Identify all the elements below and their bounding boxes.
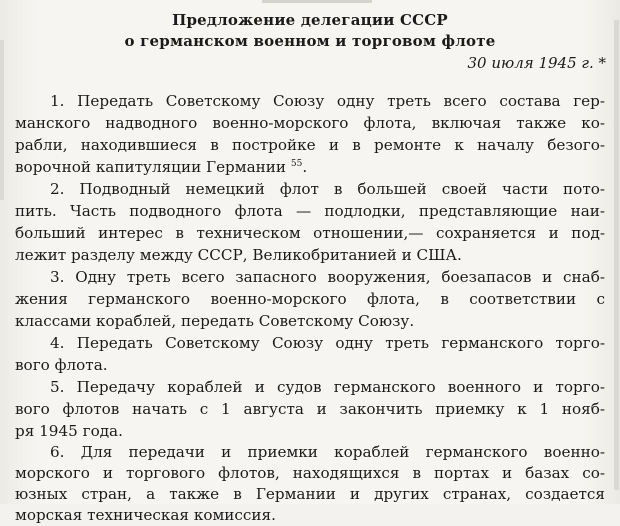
bleed-through-mark [614,20,619,490]
paragraph-6-line: 6. Для передачи и приемки кораблей германского военно- [50,443,605,461]
bleed-through-mark [0,40,4,200]
paragraph-3-line: 3. Одну треть всего запасного вооружения, боезапасов и снаб- [50,268,605,286]
paragraph-3-line: жения германского военно-морского флота, в соответствии с [15,290,605,308]
paragraph-6-line: морская техническая комиссия. [15,506,276,524]
paragraph-1-line: манского надводного военно-морского флота, включая также ко- [15,114,605,132]
paragraph-6-line: юзных стран, а также в Германии и других странах, создается [15,485,605,503]
paragraph-5-line: ря 1945 года. [15,422,123,440]
paragraph-2-line: больший интерес в техническом отношении,— сохраняется и под- [15,224,605,242]
document-subtitle: о германском военном и торговом флоте [124,32,496,50]
paragraph-4-line: вого флота. [15,356,108,374]
paragraph-1-last-line [15,156,605,178]
paragraph-2-line: 2. Подводный немецкий флот в большей своей части потo- [50,180,605,198]
paragraph-4-line: 4. Передать Советскому Союзу одну треть германского торго- [50,334,605,352]
paragraph-1-line: рабли, находившиеся в постройке и в ремонте к началу безого- [15,136,605,154]
paragraph-6-line: морского и торгового флотов, находящихся в портах и базах со- [15,464,605,482]
paragraph-1-line-text: ворочной капитуляции Германии [15,158,287,176]
paragraph-2-line: пить. Часть подводного флота — подлодки, представляющие наи- [15,202,605,220]
paragraph-5-line: вого флотов начать с 1 августа и закончить приемку к 1 нояб- [15,400,605,418]
paragraph-1-period: . [302,158,308,176]
bleed-through-mark [262,0,372,3]
paragraph-5-line: 5. Передачу кораблей и судов германского военного и торго- [50,378,605,396]
document-title: Предложение делегации СССР [172,11,448,29]
paragraph-1-line: 1. Передать Советскому Союзу одну треть всего состава гер- [50,92,605,110]
footnote-marker: 55 [290,158,303,169]
paragraph-3-line: классами кораблей, передать Советскому Союзу. [15,312,415,330]
document-date: 30 июля 1945 г. * [467,54,606,72]
paragraph-2-line: лежит разделу между СССР, Великобританией и США. [15,246,462,264]
